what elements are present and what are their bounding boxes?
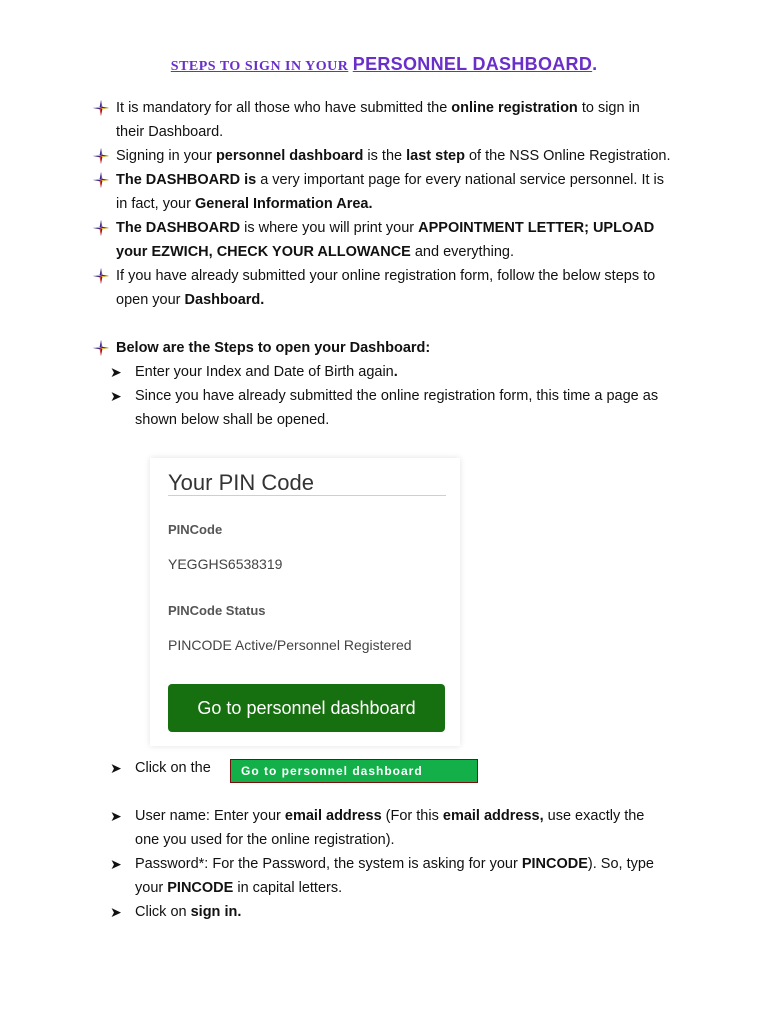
text-segment: use exactly the one you used for the online registration).: [135, 808, 645, 848]
bold-text: .: [393, 364, 398, 380]
final-step-item: [92, 900, 672, 924]
step-item: [92, 384, 672, 432]
intro-bullet-list: [92, 96, 672, 432]
intro-bullet-item: [92, 96, 672, 144]
final-step-item: [92, 852, 672, 900]
compass-star-icon: [92, 99, 110, 117]
text-segment: is where you will print your: [240, 220, 419, 236]
bold-text: sign in.: [190, 904, 242, 920]
intro-bullet-item: [92, 144, 672, 168]
text-segment: to sign in their Dashboard.: [116, 100, 640, 140]
document-title: [0, 54, 768, 75]
arrow-bullet-icon: ➤: [110, 904, 122, 920]
text-segment: Since you have already submitted the online registration form, this time a page as shown below shall be opened.: [135, 388, 659, 428]
steps-heading-item: [92, 336, 672, 360]
intro-bullet-item: [92, 216, 672, 264]
text-segment: It is mandatory for all those who have submitted the: [116, 100, 452, 116]
title-part-small: STEPS TO SIGN IN YOUR: [170, 59, 349, 74]
bold-text: PINCODE: [521, 856, 588, 872]
bold-text: APPOINTMENT LETTER; UPLOAD your EZWICH, CHECK YOUR ALLOWANCE: [116, 220, 655, 260]
bold-text: personnel dashboard: [215, 148, 364, 164]
arrow-bullet-icon: ➤: [110, 856, 122, 872]
text-segment: (For this: [381, 808, 443, 824]
text-segment: Enter your Index and Date of Birth again: [135, 364, 394, 380]
pincode-status-value: PINCODE Active/Personnel Registered: [168, 637, 412, 653]
bold-text: email address,: [442, 808, 544, 824]
intro-bullet-item: [92, 264, 672, 312]
text-segment: of the NSS Online Registration.: [464, 148, 671, 164]
go-to-dashboard-button-large[interactable]: Go to personnel dashboard: [168, 684, 445, 732]
intro-bullet-item: [92, 168, 672, 216]
text-segment: and everything.: [410, 244, 515, 260]
pincode-value: YEGGHS6538319: [168, 556, 283, 572]
compass-star-icon: [92, 171, 110, 189]
step-item: [92, 360, 672, 384]
title-period: .: [592, 54, 598, 74]
bold-text: PINCODE: [167, 880, 234, 896]
steps-heading: Below are the Steps to open your Dashboard:: [116, 340, 431, 356]
compass-star-icon: [92, 267, 110, 285]
final-step-item: [92, 804, 672, 852]
bold-text: online registration: [451, 100, 578, 116]
text-segment: Password*: For the Password, the system is asking for your: [135, 856, 522, 872]
pin-code-panel: [150, 458, 460, 746]
bold-text: The DASHBOARD is: [116, 172, 257, 188]
spacer: [92, 780, 672, 804]
click-on-text: Click on the: [135, 760, 211, 776]
title-part-big: PERSONNEL DASHBOARD: [352, 54, 593, 74]
compass-star-icon: [92, 339, 110, 357]
text-segment: a very important page for every national service personnel. It is in fact, your: [116, 172, 664, 212]
text-segment: Signing in your: [116, 148, 216, 164]
text-segment: If you have already submitted your online registration form, follow the below steps to open your: [116, 268, 656, 308]
text-segment: in capital letters.: [233, 880, 343, 896]
text-segment: User name: Enter your: [135, 808, 285, 824]
compass-star-icon: [92, 219, 110, 237]
pincode-label: PINCode: [168, 522, 223, 537]
arrow-bullet-icon: ➤: [110, 388, 122, 404]
divider: [168, 495, 446, 496]
spacer: [92, 312, 672, 336]
arrow-bullet-icon: ➤: [110, 808, 122, 824]
bold-text: The DASHBOARD: [116, 220, 241, 236]
arrow-bullet-icon: ➤: [110, 760, 122, 776]
text-segment: is the: [363, 148, 407, 164]
go-to-dashboard-button-small[interactable]: Go to personnel dashboard: [230, 759, 478, 783]
pin-panel-title: Your PIN Code: [168, 470, 314, 495]
bold-text: Dashboard.: [184, 292, 265, 308]
bold-text: last step: [406, 148, 465, 164]
bold-text: email address: [284, 808, 382, 824]
compass-star-icon: [92, 147, 110, 165]
pincode-status-label: PINCode Status: [168, 603, 266, 618]
text-segment: ). So, type your: [135, 856, 654, 896]
text-segment: Click on: [135, 904, 191, 920]
arrow-bullet-icon: ➤: [110, 364, 122, 380]
bold-text: General Information Area.: [194, 196, 373, 212]
